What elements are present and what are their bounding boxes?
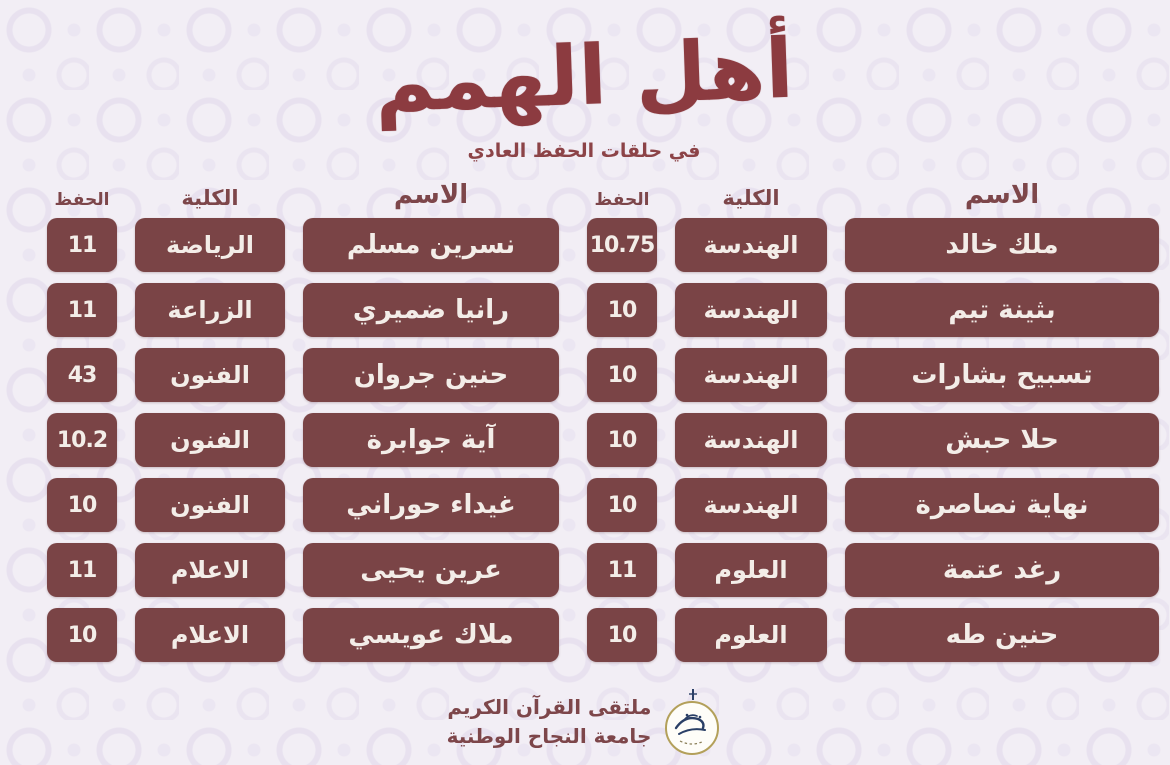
table-row (48, 283, 560, 337)
column-header-score: الحفظ (595, 190, 651, 210)
table-row (588, 283, 1160, 337)
column-header-college: الكلية (182, 186, 240, 210)
college-cell: الزراعة (136, 283, 286, 337)
name-cell: حلا حبش (846, 413, 1160, 467)
column-header-name: الاسم (965, 180, 1041, 210)
name-cell: غيداء حوراني (304, 478, 560, 532)
title-calligraphy: أهل الهمم (373, 21, 797, 132)
name-cell: آية جوابرة (304, 413, 560, 467)
table-row (48, 218, 560, 272)
table-right (588, 180, 1160, 673)
column-header-name: الاسم (394, 180, 470, 210)
organization-line1: ملتقى القرآن الكريم (448, 695, 653, 719)
college-cell: الهندسة (676, 413, 828, 467)
name-cell: ملك خالد (846, 218, 1160, 272)
name-cell: نهاية نصاصرة (846, 478, 1160, 532)
name-cell: بثينة تيم (846, 283, 1160, 337)
poster-footer (0, 687, 1170, 757)
score-cell: 10.75 (588, 218, 658, 272)
subtitle: في حلقات الحفظ العادي (468, 140, 702, 162)
poster-header (0, 10, 1170, 162)
college-cell: الاعلام (136, 608, 286, 662)
table-row (48, 543, 560, 597)
organization-text (448, 693, 653, 751)
table-left (48, 180, 560, 673)
column-header-score: الحفظ (55, 190, 111, 210)
score-cell: 11 (48, 543, 118, 597)
table-row (48, 608, 560, 662)
column-header-college: الكلية (723, 186, 781, 210)
name-cell: عرين يحيى (304, 543, 560, 597)
name-cell: تسبيح بشارات (846, 348, 1160, 402)
name-cell: حنين جروان (304, 348, 560, 402)
name-cell: رانيا ضميري (304, 283, 560, 337)
score-cell: 10 (588, 348, 658, 402)
score-cell: 10 (588, 478, 658, 532)
name-cell: رغد عتمة (846, 543, 1160, 597)
tables-area (0, 162, 1170, 673)
name-cell: حنين طه (846, 608, 1160, 662)
score-cell: 11 (588, 543, 658, 597)
score-cell: 10 (48, 608, 118, 662)
college-cell: الهندسة (676, 283, 828, 337)
score-cell: 10.2 (48, 413, 118, 467)
score-cell: 43 (48, 348, 118, 402)
college-cell: الهندسة (676, 218, 828, 272)
name-cell: ملاك عويسي (304, 608, 560, 662)
college-cell: الاعلام (136, 543, 286, 597)
table-row (48, 348, 560, 402)
score-cell: 10 (48, 478, 118, 532)
college-cell: الرياضة (136, 218, 286, 272)
college-cell: الهندسة (676, 348, 828, 402)
table-right-rows (588, 218, 1160, 673)
college-cell: الفنون (136, 348, 286, 402)
table-row (588, 413, 1160, 467)
table-row (588, 348, 1160, 402)
name-cell: نسرين مسلم (304, 218, 560, 272)
score-cell: 10 (588, 413, 658, 467)
score-cell: 10 (588, 283, 658, 337)
table-row (48, 478, 560, 532)
table-row (588, 608, 1160, 662)
score-cell: 11 (48, 218, 118, 272)
college-cell: العلوم (676, 608, 828, 662)
table-row (588, 478, 1160, 532)
college-cell: الفنون (136, 478, 286, 532)
table-right-header (588, 180, 1160, 210)
score-cell: 10 (588, 608, 658, 662)
table-left-rows (48, 218, 560, 673)
table-row (588, 543, 1160, 597)
quran-forum-logo-icon (664, 687, 722, 757)
college-cell: العلوم (676, 543, 828, 597)
college-cell: الفنون (136, 413, 286, 467)
organization-line2: جامعة النجاح الوطنية (447, 724, 653, 748)
score-cell: 11 (48, 283, 118, 337)
college-cell: الهندسة (676, 478, 828, 532)
table-left-header (48, 180, 560, 210)
table-row (588, 218, 1160, 272)
table-row (48, 413, 560, 467)
